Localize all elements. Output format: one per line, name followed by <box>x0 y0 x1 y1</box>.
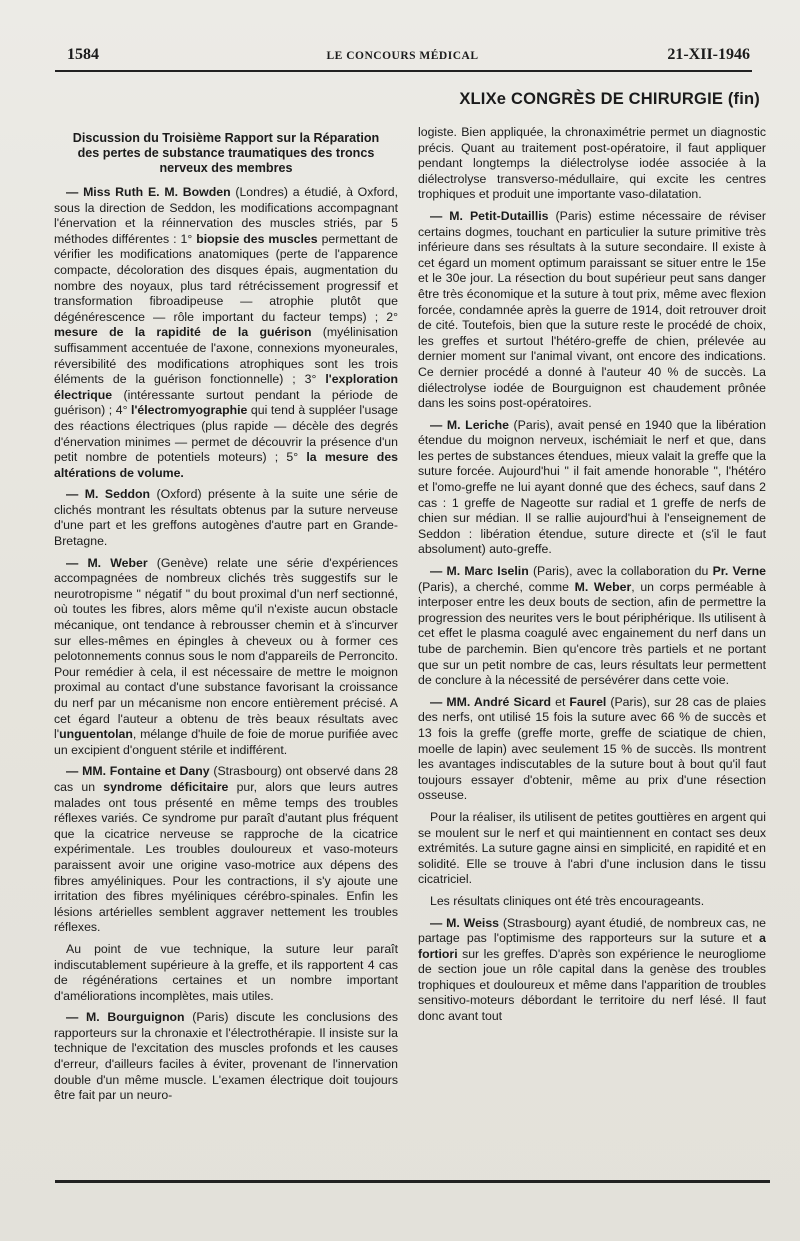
bold-term: biopsie des muscles <box>196 231 318 246</box>
right-column <box>418 125 766 1031</box>
paragraph-bourguignon <box>54 1010 398 1104</box>
bold-term: Pr. Verne <box>712 564 766 579</box>
paragraph-text: (Strasbourg) ont observé dans 28 cas un <box>54 764 399 794</box>
left-column <box>54 125 398 1110</box>
speaker-name: — M. Petit-Dutaillis <box>430 208 549 223</box>
paragraph-iselin <box>418 564 766 689</box>
speaker-name: — M. Marc Iselin <box>430 564 529 579</box>
paragraph-leriche <box>418 418 766 558</box>
paragraph-resultats: Les résultats cliniques ont été très encourageants. <box>430 893 705 908</box>
paragraph-weiss <box>418 916 766 1025</box>
speaker-name: — Miss Ruth E. M. Bowden <box>66 185 231 199</box>
paragraph-text: (myélinisation suffisamment accentuée de l'axone, connexions myoneurales, réversibilité des modifications atrophiques sont les trois éléments de la guérison fonctionnelle) ; 3° <box>54 325 398 387</box>
paragraph-text: (Paris), sur 28 cas de plaies des nerfs, ont utilisé 15 fois la suture avec 66 % de succès et 13 fois la greffe (greffe morte, greffe de sciatique de chien, moelle de lapin) avec seulement 15 % de succès. Ils montrent les avantages indiscutables de la suture bout à bout qu'il faut toujours essayer d'obtenir, même au prix d'une résection osseuse. <box>418 694 766 803</box>
speaker-name: — M. Leriche <box>430 417 509 432</box>
speaker-name: — M. Bourguignon <box>66 1010 185 1025</box>
paragraph-text: (Paris), avec la collaboration du <box>528 564 713 579</box>
paragraph-text: , un corps perméable à interposer entre les deux bouts de section, afin de permettre la progression des neurites vers le bout périphérique. Ils utilisent à cet effet le plasma coagulé avec engainement du nerf dans un tube de parchemin. Bien qu'encore très partiels et ne portant que sur un petit nombre de cas, leurs résultats leur permettent de conclure à la nécessité de persévérer dans cette voie. <box>418 579 767 688</box>
paragraph-technique: Au point de vue technique, la suture leur paraît indiscutablement supérieure à la greffe, et ils rapportent 4 cas de régénérations certaines et un nombre important d'améliorations incomplètes, mais utiles. <box>54 941 398 1003</box>
paragraph-text: pur, alors que leurs autres malades ont tous présenté en même temps des troubles réflexes variés. Ce syndrome pur paraît d'autant plus fréquent que la cicatrice nerveuse se rapproche de la cicatrice expérimentale. Les troubles douloureux et vaso-moteurs paraissent avoir une origine vaso-motrice aux dépens des fibres amyéliniques. Pour les contractions, il s'y ajoute une irritation des fibres myéliniques cérébro-spinales. Enfin les lésions artérielles semblent aggraver nettement les troubles réflexes. <box>54 779 398 935</box>
bold-term: syndrome déficitaire <box>103 779 229 794</box>
bold-term: l'électromyographie <box>131 403 248 418</box>
header-rule <box>55 70 752 72</box>
paragraph-text: , mélange d'huile de foie de morue purifiée avec un excipient d'onguent stérile et indifférent. <box>54 727 398 757</box>
speaker-name: — M. Weiss <box>430 915 500 930</box>
journal-title: LE CONCOURS MÉDICAL <box>326 50 479 62</box>
bold-term: la mesure des altérations de volume. <box>54 450 398 480</box>
speaker-name: — MM. André Sicard <box>430 694 552 709</box>
speaker-name: — MM. Fontaine et Dany <box>66 764 210 779</box>
paragraph-bowden <box>54 185 398 481</box>
speaker-name: — M. Seddon <box>66 487 150 502</box>
paragraph-text: permettant de vérifier les modifications anatomiques (perte de l'apparence compacte, décoloration des disques épais, augmentation du nombre des noyaux, plus tard rétrécissement progressif et transformation fibroadipeuse — atrophie plutôt que dégénérescence — rôle important du facteur temps) ; 2° <box>54 231 398 324</box>
paragraph-petit-dutaillis <box>418 209 766 412</box>
paragraph-text: qui tend à suppléer l'usage des réactions électriques (plus rapide — décèle des degrés d'énervation minimes — permet de découvrir la présence d'un petit nombre de potentiels moteurs) ; 5° <box>54 403 398 465</box>
paragraph-text: (Oxford) présente à la suite une série de clichés montrant les résultats obtenus par la suture nerveuse d'une part et les greffons autogènes d'autre part en Grande-Bretagne. <box>54 487 398 549</box>
bold-term: l'exploration électrique <box>54 372 398 402</box>
footer-rule <box>55 1180 770 1183</box>
paragraph-text: (Paris) discute les conclusions des rapporteurs sur la chronaxie et l'électrothérapie. Il insiste sur la technique de l'excitation des muscles profonds et les causes d'erreur, d'ailleurs faciles à éviter, provenant de l'innervation double d'un même muscle. L'examen électrique doit toujours être fait par un neuro- <box>54 1010 398 1103</box>
paragraph-sicard-faurel <box>418 695 766 804</box>
bold-term: unguentolan <box>59 727 133 742</box>
running-header <box>55 46 750 70</box>
paragraph-text: (Londres) a étudié, à Oxford, sous la direction de Seddon, les modifications accompagnant l'énervation et la réinnervation des muscles striés, par 5 méthodes différentes : 1° <box>54 185 398 246</box>
bold-term: Faurel <box>569 694 607 709</box>
report-title: Discussion du Troisième Rapport sur la Réparation des pertes de substance traumatiques des troncs nerveux des membres <box>72 131 380 175</box>
paragraph-fontaine-dany <box>54 764 398 936</box>
paragraph-text: (Strasbourg) ayant étudié, de nombreux cas, ne partage pas l'optimisme des rapporteurs sur la suture et <box>418 915 766 946</box>
paragraph-text: et <box>551 694 570 709</box>
paragraph-gouttieres: Pour la réaliser, ils utilisent de petites gouttières en argent qui se moulent sur le nerf et qui maintiennent en contact ses deux extrémités. La suture gagne ainsi en simplicité, en rapidité et en solidité. Elle se trouve à l'abri d'une inclusion dans le tissu cicatriciel. <box>418 809 766 887</box>
paragraph-text: (Genève) relate une série d'expériences accompagnées de nombreux clichés très suggestifs sur le neurotropisme " négatif " du bout proximal d'un nerf sectionné, où toutes les fibres, alors même qu'il n'existe aucun obstacle mécanique, ont tendance à rebrousser chemin et à s'incurver sur elles-mêmes en épingles à cheveux ou à former ces pelotonnements connus sous le nom d'appareils de Perroncito. Pour remédier à cela, il est nécessaire de mettre le moignon proximal au contact d'une substance favorisant la croissance du nerf par un mécanisme non encore entièrement précisé. A cet égard l'auteur a obtenu de très beaux résultats avec l' <box>54 555 399 742</box>
paragraph-continuation: logiste. Bien appliquée, la chronaximétrie permet un diagnostic précis. Quant au traitement post-opératoire, il faut appliquer pendant longtemps la diélectrolyse iodée associée à la diélectrolyse transverso-médullaire, qui excite les centres trophiques et produit une importante vaso-dilatation. <box>418 125 766 202</box>
paragraph-seddon <box>54 487 398 549</box>
bold-term: mesure de la rapidité de la guérison <box>54 325 312 340</box>
section-title: XLIXe CONGRÈS DE CHIRURGIE (fin) <box>459 90 760 108</box>
paragraph-text: (Paris) estime nécessaire de réviser certains dogmes, touchant en particulier la suture primitive très inférieure dans ses résultats à la suture secondaire. Il existe à cet égard un moment optimum paraissant se situer entre le 15e et le 30e jour. La résection du bout supérieur peut sans danger être très économique et la suture à tout prix, même avec flexion forcée, condamnée après la guerre de 1914, doit retrouver droit de cité. Toutefois, bien que la suture reste le procédé de choix, les greffes et surtout l'hétéro-greffe de chien, prélevée au dernier moment sur l'animal vivant, ont encore des indications. Ce dernier procédé a donné à l'auteur 40 % de succès. La diélectrolyse iodée de Bourguignon est chaudement prônée dans les soins post-opératoires. <box>418 208 766 411</box>
paragraph-text: (Paris), avait pensé en 1940 que la libération étendue du moignon nerveux, ischémiait le nerf et que, dans les pertes de substances étendues, mieux valait la greffe que la suture forcée. Aujourd'hui " il fait amende honorable ", l'hétéro et l'omo-greffe ne lui ayant donné que des échecs, sauf dans 2 cas : 1 greffe de Nageotte sur radial et 1 greffe de nerfs de chien sur médian. Il se rallie aujourd'hui à l'enseignement de Seddon : libération étendue, suture directe et (s'il le faut absolument) auto-greffe. <box>418 417 766 557</box>
bold-term: M. Weber <box>574 579 632 594</box>
bold-term: a fortiori <box>418 931 766 961</box>
page-number: 1584 <box>67 46 99 63</box>
paragraph-weber <box>54 556 398 759</box>
paragraph-text: (intéressante surtout pendant la période de guérison) ; 4° <box>54 387 398 418</box>
issue-date: 21-XII-1946 <box>667 46 750 63</box>
paragraph-text: sur les greffes. D'après son expérience le neurogliome de section joue un rôle capital dans la genèse des troubles trophiques et douloureux et même dans l'apparition de troubles sensitivo-moteurs débordant le territoire du nerf lésé. Il faut donc avant tout <box>418 946 766 1024</box>
paragraph-text: (Paris), a cherché, comme <box>418 579 575 594</box>
speaker-name: — M. Weber <box>66 555 148 570</box>
